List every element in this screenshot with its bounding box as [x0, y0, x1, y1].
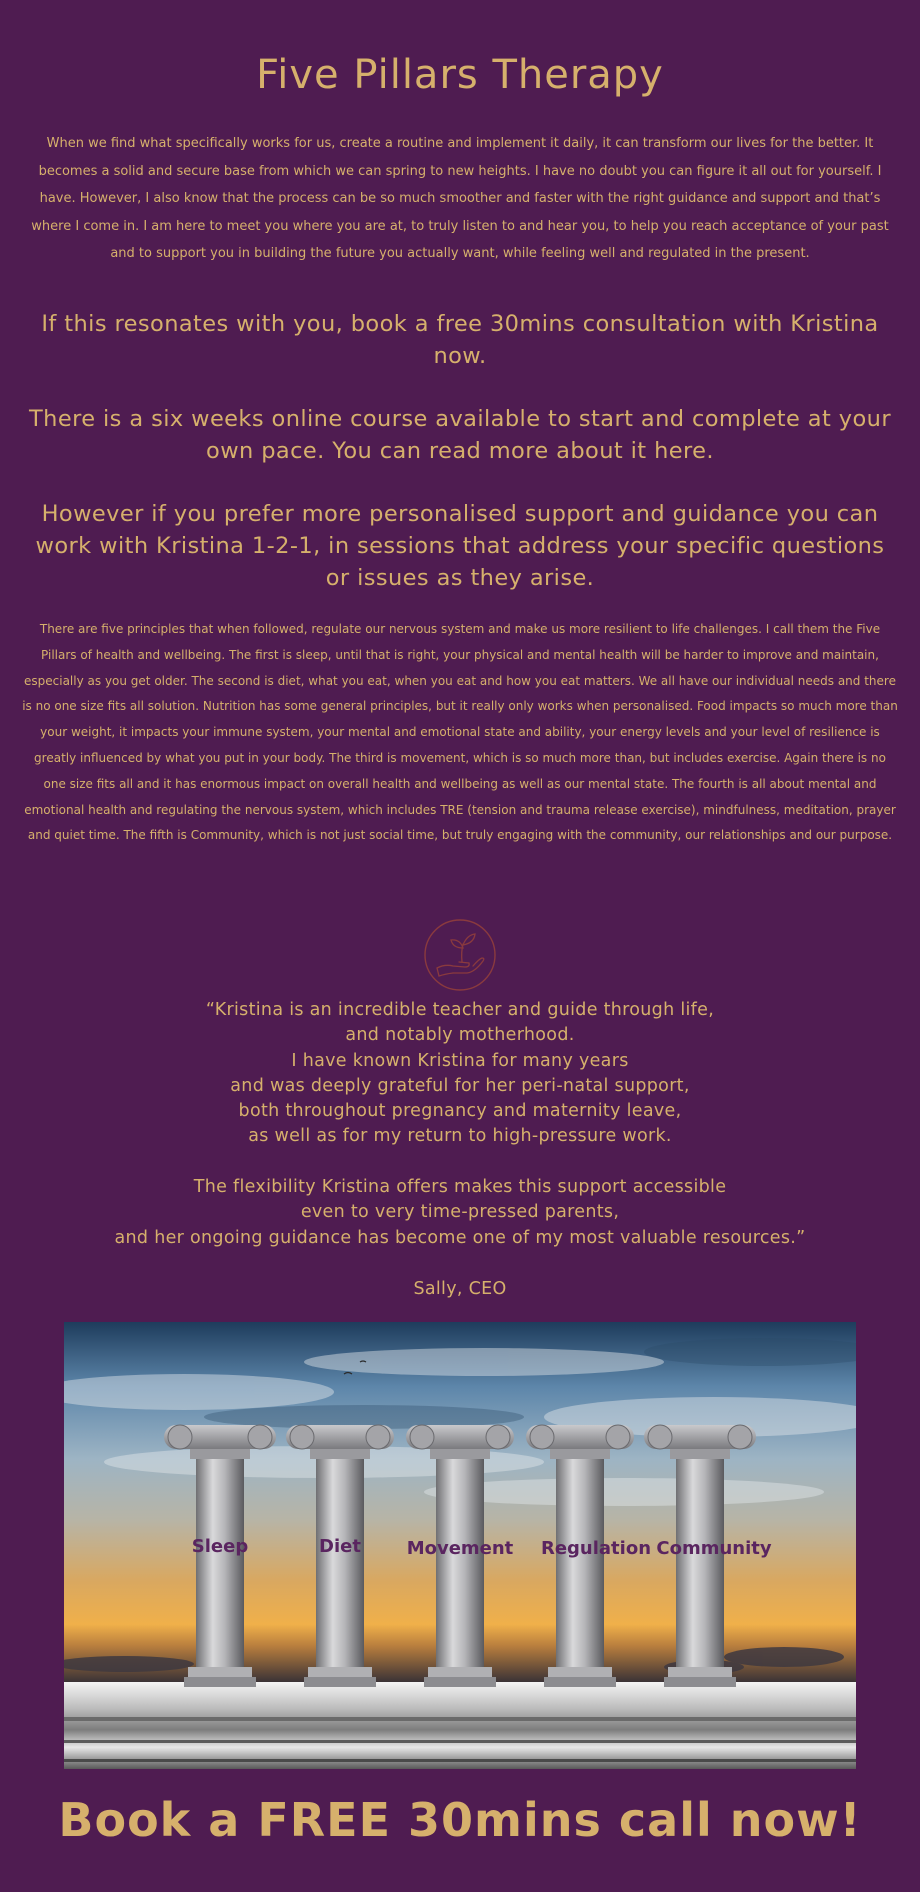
testimonial-line: and her ongoing guidance has become one of my most valuable resources.” — [114, 1227, 806, 1248]
five-pillars-paragraph: There are five principles that when followed, regulate our nervous system and make us more resilient to life challenges. I call them the Five Pillars of health and wellbeing. The first is sleep, until that is right, your physical and mental health will be harder to improve and maintain, especially as you get older. The second is diet, what you eat, when you eat and how you eat matters. We all have our individual needs and there is no one size fits all solution. Nutrition has some general principles, but it really only works when personalised. Food impacts so much more than your weight, it impacts your immune system, your mental and emotional state and ability, your energy levels and your level of resilience is greatly influenced by what you put in your body. The third is movement, which is so much more than, but includes exercise. Again there is no one size fits all and it has enormous impact on overall health and wellbeing as well as our mental state. The fourth is all about mental and emotional health and regulating the nervous system, which includes TRE (tension and trauma release exercise), mindfulness, meditation, prayer and quiet time. The fifth is Community, which is not just social time, but truly engaging with the community, our relationships and our purpose. — [22, 622, 898, 843]
page-title: Five Pillars Therapy — [256, 52, 664, 98]
pillar-label-sleep: Sleep — [191, 1536, 249, 1557]
testimonial-gap — [40, 1150, 880, 1175]
five-pillars-image — [64, 1322, 856, 1769]
testimonial-line: I have known Kristina for many years — [291, 1050, 629, 1071]
testimonial-line: and notably motherhood. — [345, 1025, 575, 1046]
testimonial-line: as well as for my return to high-pressure work. — [248, 1126, 672, 1147]
pillar-label-community: Community — [656, 1538, 772, 1559]
pillar-label-regulation: Regulation — [540, 1538, 652, 1559]
testimonial-line: The flexibility Kristina offers makes this support accessible — [193, 1177, 727, 1198]
hand-with-sprout-icon — [423, 918, 497, 992]
testimonial-line: even to very time-pressed parents, — [300, 1202, 620, 1223]
pillar-label-movement: Movement — [406, 1538, 514, 1559]
testimonial-attribution: Sally, CEO — [413, 1279, 507, 1299]
testimonial-line: and was deeply grateful for her peri-natal support, — [230, 1075, 690, 1096]
intro-paragraph: When we find what specifically works for us, create a routine and implement it daily, it can transform our lives for the better. It becomes a solid and secure base from which we can spring to new heights. I have no doubt you can figure it all out for yourself. I have. However, I also know that the process can be so much smoother and faster with the right guidance and support and that’s where I come in. I am here to meet you where you are at, to truly listen to and hear you, to help you reach acceptance of your past and to support you in building the future you actually want, while feeling well and regulated in the present. — [31, 136, 889, 261]
book-free-call-button[interactable]: Book a FREE 30mins call now! — [58, 1793, 862, 1847]
consultation-cta[interactable]: If this resonates with you, book a free 30mins consultation with Kristina now. — [41, 311, 879, 369]
one-to-one-cta[interactable]: However if you prefer more personalised support and guidance you can work with Kristina 1-2-1, in sessions that address your specific questions or issues as they arise. — [35, 501, 885, 591]
testimonial-line: “Kristina is an incredible teacher and guide through life, — [205, 1000, 715, 1020]
testimonial-line: both throughout pregnancy and maternity leave, — [238, 1101, 682, 1122]
testimonial — [40, 998, 880, 1251]
online-course-cta[interactable]: There is a six weeks online course available to start and complete at your own pace. You can read more about it here. — [29, 406, 891, 464]
pillar-label-diet: Diet — [319, 1536, 361, 1557]
